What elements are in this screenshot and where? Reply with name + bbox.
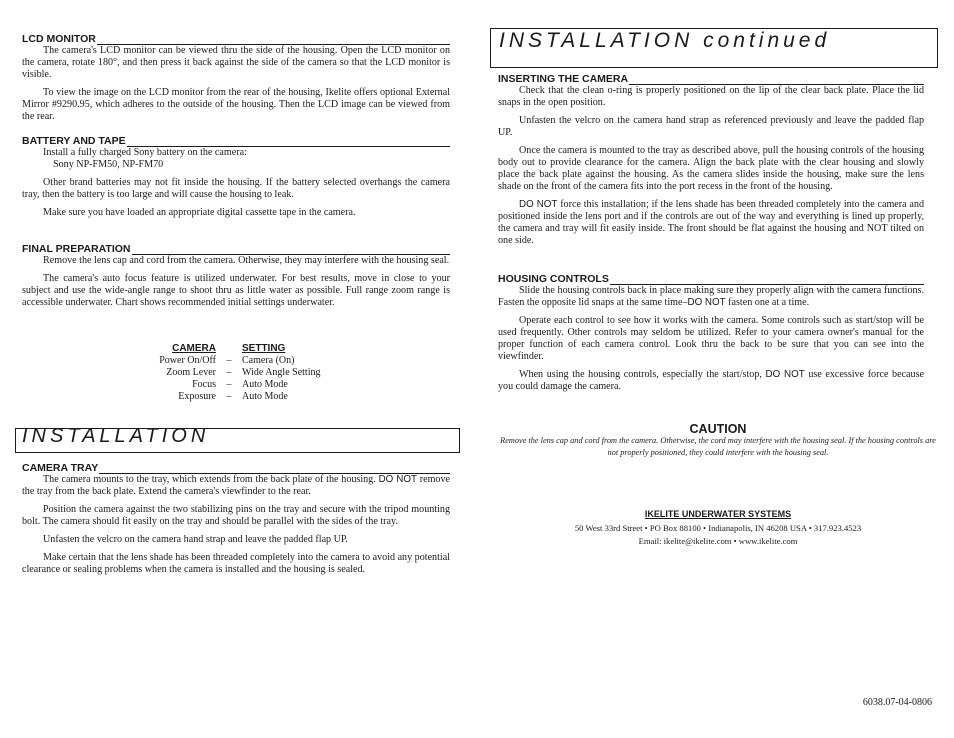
battery-heading [22,135,450,147]
inserting-heading-text: INSERTING THE CAMERA [498,73,629,85]
settings-table [22,343,450,403]
inserting-p4-text: force this installation; if the lens shade has been threaded completely into the camera and positioned inside the lens port and if the controls are out of the way and everything is lined up properly, the camera and tray will fit easily inside. The front should be flat against the housing and NOT tilted on one side. [498,199,924,246]
table-header-setting: SETTING [242,343,286,354]
controls-paragraph-2: Operate each control to see how it works with the camera. Some controls such as start/stop will be used frequently. Other controls may seldom be utilized. Refer to your camera owner's manual for the proper function of each camera control. Look thru the back to be sure that you can see into the viewfinder. [498,315,924,362]
table-cell-dash: – [226,355,232,366]
table-cell-setting: Wide Angle Setting [242,367,321,378]
document-number: 6038.07-04-0806 [862,697,932,708]
table-cell-camera: Focus [192,379,216,390]
table-header-camera: CAMERA [172,343,216,354]
do-not-emphasis: DO NOT [378,474,417,485]
table-cell-setting: Auto Mode [242,379,288,390]
controls-heading [498,273,924,285]
battery-install-line: Install a fully charged Sony battery on the camera: [43,147,247,158]
heading-rule [132,245,450,255]
inserting-paragraph-4 [498,199,924,247]
installation-title: INSTALLATION [15,428,460,453]
controls-p3-text-b: use excessive force because you could damage the camera. [498,369,924,392]
heading-rule [97,35,450,45]
heading-rule [127,137,450,147]
company-contact: Email: ikelite@ikelite.com • www.ikelite.com [638,536,798,546]
controls-paragraph-1 [498,285,924,309]
inserting-heading [498,73,924,85]
do-not-emphasis: DO NOT [519,199,558,210]
do-not-emphasis: DO NOT [687,297,726,308]
table-cell-camera: Power On/Off [159,355,216,366]
table-cell-camera: Zoom Lever [166,367,216,378]
caution-text: Remove the lens cap and cord from the camera. Otherwise, the cord may interfere with the housing seal. If the housing controls are not properly positioned, they could interfere with the housing seal. [500,436,936,457]
heading-rule [629,75,924,85]
tray-p1-text-a: The camera mounts to the tray, which extends from the back plate of the housing. [43,474,379,485]
tray-heading [22,462,450,474]
table-header-spacer [216,343,242,355]
battery-paragraph-2: Other brand batteries may not fit inside the housing. If the battery selected overhangs the camera tray, then the battery is too large and will cause the housing to leak. [22,177,450,200]
controls-heading-text: HOUSING CONTROLS [498,273,609,285]
final-preparation-section [22,243,450,315]
inserting-section [498,73,924,253]
controls-p1-text-b: fasten one at a time. [725,297,810,308]
caution-heading: CAUTION [689,422,747,436]
controls-p3-text-a: When using the housing controls, especially the start/stop, [519,369,766,380]
tray-paragraph-3: Unfasten the velcro on the camera hand strap and leave the padded flap UP. [43,534,348,545]
company-name: IKELITE UNDERWATER SYSTEMS [644,509,792,519]
table-cell-dash: – [226,391,232,402]
caution-box [498,423,938,459]
company-address: 50 West 33rd Street • PO Box 88100 • Indianapolis, IN 46208 USA • 317.923.4523 [574,523,862,533]
housing-controls-section [498,273,924,399]
controls-paragraph-3 [498,369,924,393]
inserting-paragraph-3: Once the camera is mounted to the tray as described above, pull the housing controls of the housing body out to provide clearance for the camera. Align the back plate with the clear housing and slowly place the back plate against the housing. As the camera slides inside the housing, make sure the lens shade on the front of the camera fits into the port recess in the front of the housing. [498,145,924,192]
final-paragraph-2: The camera's auto focus feature is utilized underwater. For best results, move in close to your subject and use the wide-angle range to shoot thru as little water as possible. Full range zoom range is accessible underwater. Chart shows recommended initial settings underwater. [22,273,450,308]
tray-paragraph-1 [22,474,450,498]
table-cell-dash: – [226,367,232,378]
final-heading [22,243,450,255]
tray-paragraph-4: Make certain that the lens shade has been threaded completely into the camera to avoid any potential clearance or sealing problems when the camera is installed and the housing is sealed. [22,552,450,575]
table-cell-setting: Camera (On) [242,355,295,366]
lcd-heading [22,33,450,45]
heading-rule [99,464,450,474]
camera-tray-section [22,462,450,582]
final-heading-text: FINAL PREPARATION [22,243,131,255]
battery-paragraph-3: Make sure you have loaded an appropriate digital cassette tape in the camera. [43,207,356,218]
tray-paragraph-2: Position the camera against the two stabilizing pins on the tray and secure with the tripod mounting bolt. The camera should fit easily on the tray and should be parallel with the sides of the tray. [22,504,450,527]
lcd-heading-text: LCD MONITOR [22,33,96,45]
table-cell-dash: – [226,379,232,390]
battery-models-line: Sony NP-FM50, NP-FM70 [53,159,164,170]
lcd-section [22,33,450,129]
heading-rule [610,275,924,285]
lcd-paragraph-1: The camera's LCD monitor can be viewed thru the side of the housing. Open the LCD monitor on the camera, rotate 180°, and then press it back against the side of the camera so that the LCD monitor is visible. [22,45,450,80]
installation-continued-title: INSTALLATION continued [490,28,938,68]
inserting-paragraph-2: Unfasten the velcro on the camera hand strap as referenced previously and leave the padded flap UP. [498,115,924,138]
inserting-paragraph-1: Check that the clean o-ring is properly positioned on the lip of the clear back plate. Place the lid snaps in the open position. [498,85,924,108]
table-cell-setting: Auto Mode [242,391,288,402]
battery-heading-text: BATTERY AND TAPE [22,135,126,147]
battery-section [22,135,450,225]
table-cell-camera: Exposure [178,391,216,402]
company-footer [498,508,938,548]
final-paragraph-1: Remove the lens cap and cord from the camera. Otherwise, they may interfere with the housing seal. [43,255,450,266]
lcd-paragraph-2: To view the image on the LCD monitor from the rear of the housing, Ikelite offers optional External Mirror #9290.95, which adheres to the outside of the housing. Then the LCD image can be viewed from the rear. [22,87,450,122]
controls-p1-text-a: Slide the housing controls back in place making sure they properly align with the camera functions. Fasten the opposite lid snaps at the same time– [498,285,924,308]
tray-p1-text-b: remove the tray from the back plate. Extend the camera's viewfinder to the rear. [22,474,450,497]
tray-heading-text: CAMERA TRAY [22,462,99,474]
do-not-emphasis: DO NOT [765,369,805,380]
